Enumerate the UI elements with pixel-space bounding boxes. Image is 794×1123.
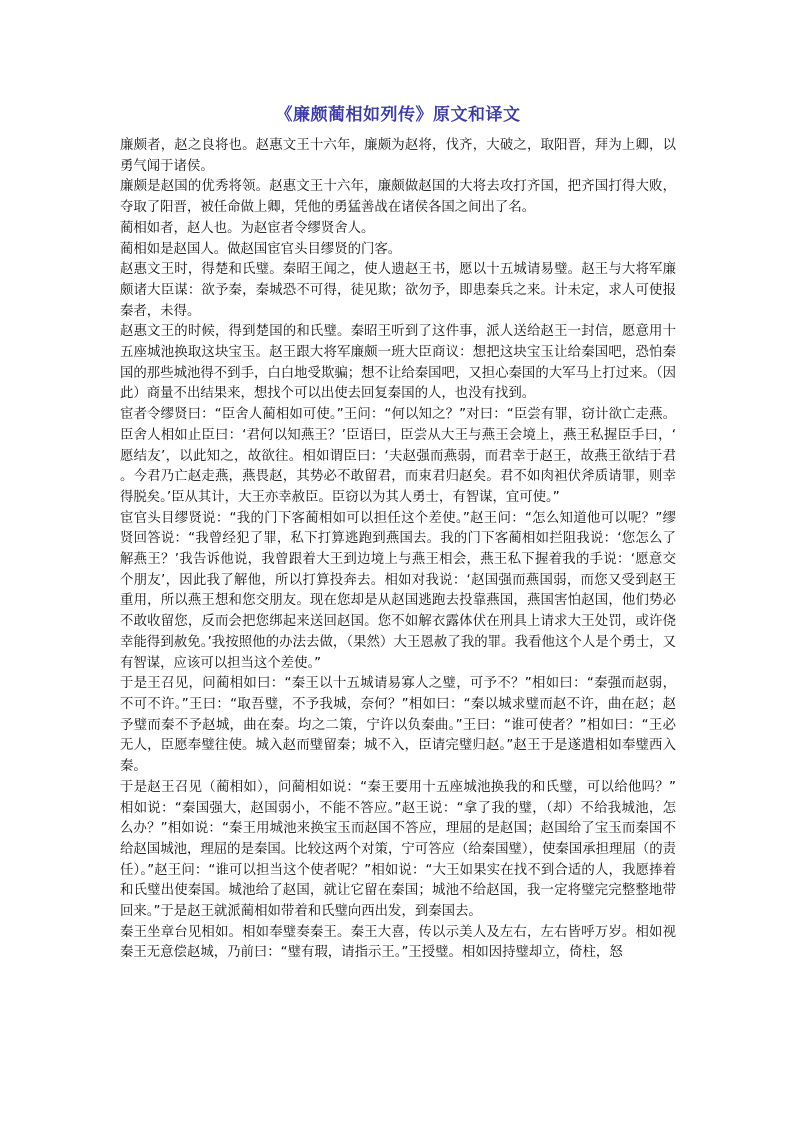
paragraph-translation: 廉颇是赵国的优秀将领。赵惠文王十六年，廉颇做赵国的大将去攻打齐国，把齐国打得大败，夺取了阳晋，被任命做上卿，凭他的勇猛善战在诸侯各国之间出了名。 [120,179,676,216]
paragraph-original: 宦者令缪贤曰：“臣舍人蔺相如可使。”王问：“何以知之？”对曰：“臣尝有罪，窃计欲亡走燕。臣舍人相如止臣曰：‘君何以知燕王？’臣语曰，臣尝从大王与燕王会境上，燕王私握臣手曰，‘愿结友’，以此知之，故欲往。相如谓臣曰：‘夫赵强而燕弱，而君幸于赵王，故燕王欲结于君。今君乃亡赵走燕，燕畏赵，其势必不敢留君，而束君归赵矣。君不如肉袒伏斧质请罪，则幸得脱矣。’臣从其计，大王亦幸赦臣。臣窃以为其人勇士，有智谋，宜可使。” [120,407,676,505]
document-title: 《廉颇蔺相如列传》原文和译文 [275,105,521,125]
paragraph-original: 赵惠文王时，得楚和氏璧。秦昭王闻之，使人遗赵王书，愿以十五城请易璧。赵王与大将军廉颇诸大臣谋：欲予秦，秦城恐不可得，徒见欺；欲勿予，即患秦兵之来。计未定，求人可使报秦者，未得。 [120,262,676,319]
paragraph-original: 于是王召见，问蔺相如曰：“秦王以十五城请易寡人之璧，可予不？”相如曰：“秦强而赵弱，不可不许。”王曰：“取吾璧，不予我城，奈何？”相如曰：“秦以城求璧而赵不许，曲在赵；赵予璧而秦不予赵城，曲在秦。均之二策，宁许以负秦曲。”王曰：“谁可使者？”相如曰：“王必无人，臣愿奉璧往使。城入赵而璧留秦；城不入，臣请完璧归赵。”赵王于是遂遣相如奉璧西入秦。 [120,676,676,775]
document-page [120,104,676,964]
document-body [120,136,676,964]
paragraph-original: 秦王坐章台见相如。相如奉璧奏秦王。秦王大喜，传以示美人及左右，左右皆呼万岁。相如视秦王无意偿赵城，乃前曰：“璧有瑕，请指示王。”王授璧。相如因持璧却立，倚柱，怒 [120,924,676,961]
paragraph-original: 蔺相如者，赵人也。为赵宦者令缪贤舍人。 [120,220,375,236]
paragraph-translation: 蔺相如是赵国人。做赵国宦官头目缪贤的门客。 [120,241,402,257]
paragraph-translation: 宦官头目缪贤说：“我的门下客蔺相如可以担任这个差使。”赵王问：“怎么知道他可以呢？”缪贤回答说：“我曾经犯了罪，私下打算逃跑到燕国去。我的门下客蔺相如拦阻我说：‘您怎么了解燕王？’我告诉他说，我曾跟着大王到边境上与燕王相会，燕王私下握着我的手说：‘愿意交个朋友’，因此我了解他，所以打算投奔去。相如对我说：‘赵国强而燕国弱，而您又受到赵王重用，所以燕王想和您交朋友。现在您却是从赵国逃跑去投靠燕国，燕国害怕赵国，他们势必不敢收留您，反而会把您绑起来送回赵国。您不如解衣露体伏在刑具上请求大王处罚，或许侥幸能得到赦免。’我按照他的办法去做，（果然）大王恩赦了我的罪。我看他这个人是个勇士，又有智谋，应该可以担当这个差使。” [120,510,676,671]
paragraph-translation: 赵惠文王的时候，得到楚国的和氏璧。秦昭王听到了这件事，派人送给赵王一封信，愿意用十五座城池换取这块宝玉。赵王跟大将军廉颇一班大臣商议：想把这块宝玉让给秦国吧，恐怕秦国的那些城池得不到手，白白地受欺骗；想不让给秦国吧，又担心秦国的大军马上打过来。（因此）商量不出结果来，想找个可以出使去回复秦国的人，也没有找到。 [120,324,676,402]
paragraph-translation: 于是赵王召见（蔺相如），问蔺相如说：“秦王要用十五座城池换我的和氏璧，可以给他吗？”相如说：“秦国强大，赵国弱小，不能不答应。”赵王说：“拿了我的璧，（却）不给我城池，怎么办？”相如说：“秦王用城池来换宝玉而赵国不答应，理屈的是赵国；赵国给了宝玉而秦国不给赵国城池，理屈的是秦国。比较这两个对策，宁可答应（给秦国璧），使秦国承担理屈（的责任）。”赵王问：“谁可以担当这个使者呢？”相如说：“大王如果实在找不到合适的人，我愿捧着和氏璧出使秦国。城池给了赵国，就让它留在秦国；城池不给赵国，我一定将璧完完整整地带回来。”于是赵王就派蔺相如带着和氏璧向西出发，到秦国去。 [120,779,676,920]
paragraph-original: 廉颇者，赵之良将也。赵惠文王十六年，廉颇为赵将，伐齐，大破之，取阳晋，拜为上卿，以勇气闻于诸侯。 [120,138,676,174]
